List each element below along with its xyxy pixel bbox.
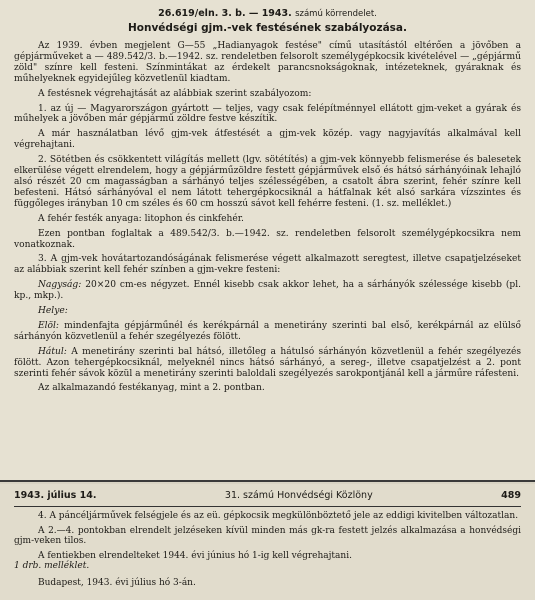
size-text: 20×20 cm-es négyzet. Ennél kisebb csak akkor lehet, ha a sárhányók szélessége kisebb (pl. kp., mkp.).: [14, 280, 521, 302]
front-text: mindenfajta gépjárműnél és kerékpárnál a menetirány szerinti bal első, kerékpárnál az elülső sárhányón közvetlenül a fehér szegélyezés fölött.: [14, 320, 521, 342]
decree-year: 1943.: [261, 8, 292, 19]
paragraph-size: [14, 280, 521, 302]
decree-number: 26.619/eln. 3. b. —: [158, 8, 259, 19]
header-date: 1943. július 14.: [14, 489, 97, 501]
size-lead: Nagyság:: [38, 280, 82, 291]
paragraph-rear: [14, 347, 521, 380]
paragraph-location: [14, 306, 521, 317]
front-lead: Elöl:: [38, 320, 59, 331]
paragraph-intro: Az 1939. évben megjelent G—55 „Hadianyagok festése" című utasítástól eltérően a jövőben a gépjárműveket a — 489.542/3. b.—1942. sz. rendeletben felsorolt személygépkocsik kivételével — „gépjármű zöld" színre kell festeni. Színmintákat az érdekelt parancsnokságoknak, intézeteknek, gyáraknak és műhelyeknek egyidejűleg közvetlenül kiadtam.: [14, 41, 521, 84]
paragraph-front: [14, 321, 521, 343]
page-header: [14, 484, 521, 507]
paragraph-point-1-repaint: A már használatban lévő gjm-vek átfestését a gjm-vek közép. vagy nagyjavítás alkalmával kell végrehajtani.: [14, 129, 521, 151]
paragraph-paint-reference: Az alkalmazandó festékanyag, mint a 2. pontban.: [38, 383, 265, 394]
attachment-note: 1 drb. melléklet.: [14, 561, 90, 572]
header-page-number: 489: [501, 489, 521, 501]
paragraph-exception: Ezen pontban foglaltak a 489.542/3. b.—1942. sz. rendeletben felsorolt személygépkocsikra nem vonatkoznak.: [14, 228, 521, 250]
paragraph-point-4: 4. A páncéljárművek felségjele és az eü. gépkocsik megkülönböztető jele az eddigi kivitelben változatlan.: [38, 511, 519, 521]
signature-place-date: Budapest, 1943. évi július hó 3-án.: [38, 577, 196, 588]
header-publication: 31. számú Honvédségi Közlöny: [224, 489, 373, 501]
paragraph-point-2: 2. Sötétben és csökkentett világítás mellett (lgv. sötétítés) a gjm-vek könnyebb felismerése és balesetek elkerülése végett elrendelem, hogy a gépjárműzöldre festett gépjárművek első és hátsó sárhányóinak lehajló alsó részét 20 cm magasságban a sárhányó teljes szélességében, a csatolt ábra szerint, fehér színre kell befesteni. Hátsó sárhányóval el nem látott tehergépkocsiknál a hátfalnak két alsó sarkára vízszintes és függőleges irányban 10 cm széles és 60 cm hosszú sávot kell fehérre festeni. (1. sz. melléklet.): [14, 155, 521, 209]
paragraph-point-3: 3. A gjm-vek hovátartozandóságának felismerése végett alkalmazott seregtest, illetve csapatjelzéseket az alábbiak szerint kell fehér színben a gjm-vekre festeni:: [14, 254, 521, 276]
rear-text: A menetirány szerinti bal hátsó, illetőleg a hátulsó sárhányón közvetlenül a fehér szegélyezés fölött. Azon tehergépkocsiknál, melyeknél nincs hátsó sárhányó, a sereg-, illetve csapatjelzést a 2. pont szerinti fehér sávok közül a menetirány szerinti baloldali szegélyezés sarokpontjánál kell a járműre ráfesteni.: [14, 346, 521, 379]
paragraph-regulation: A festésnek végrehajtását az alábbiak szerint szabályozom:: [38, 88, 312, 99]
paragraph-point-1: 1. az új — Magyarországon gyártott — teljes, vagy csak felépítménnyel ellátott gjm-veket a gyárak és műhelyek a jövőben már gépjármű zöldre festve készítik.: [14, 103, 521, 125]
decree-reference: [14, 8, 521, 20]
paragraph-prohibition: A 2.—4. pontokban elrendelt jelzéseken kívül minden más gk-ra festett jelzés alkalmazása a honvédségi gjm-veken tilos.: [14, 525, 521, 547]
paragraph-deadline: A fentiekben elrendelteket 1944. évi június hó 1-ig kell végrehajtani.: [38, 550, 352, 561]
rear-lead: Hátul:: [38, 346, 67, 357]
decree-type: számú körrendelet.: [295, 9, 377, 19]
paragraph-paint-material: A fehér festék anyaga: litophon és cinkfehér.: [38, 213, 244, 224]
location-lead: Helye:: [38, 306, 68, 317]
decree-title: Honvédségi gjm.-vek festésének szabályozása.: [127, 22, 408, 34]
document-page-bottom: [0, 484, 535, 600]
